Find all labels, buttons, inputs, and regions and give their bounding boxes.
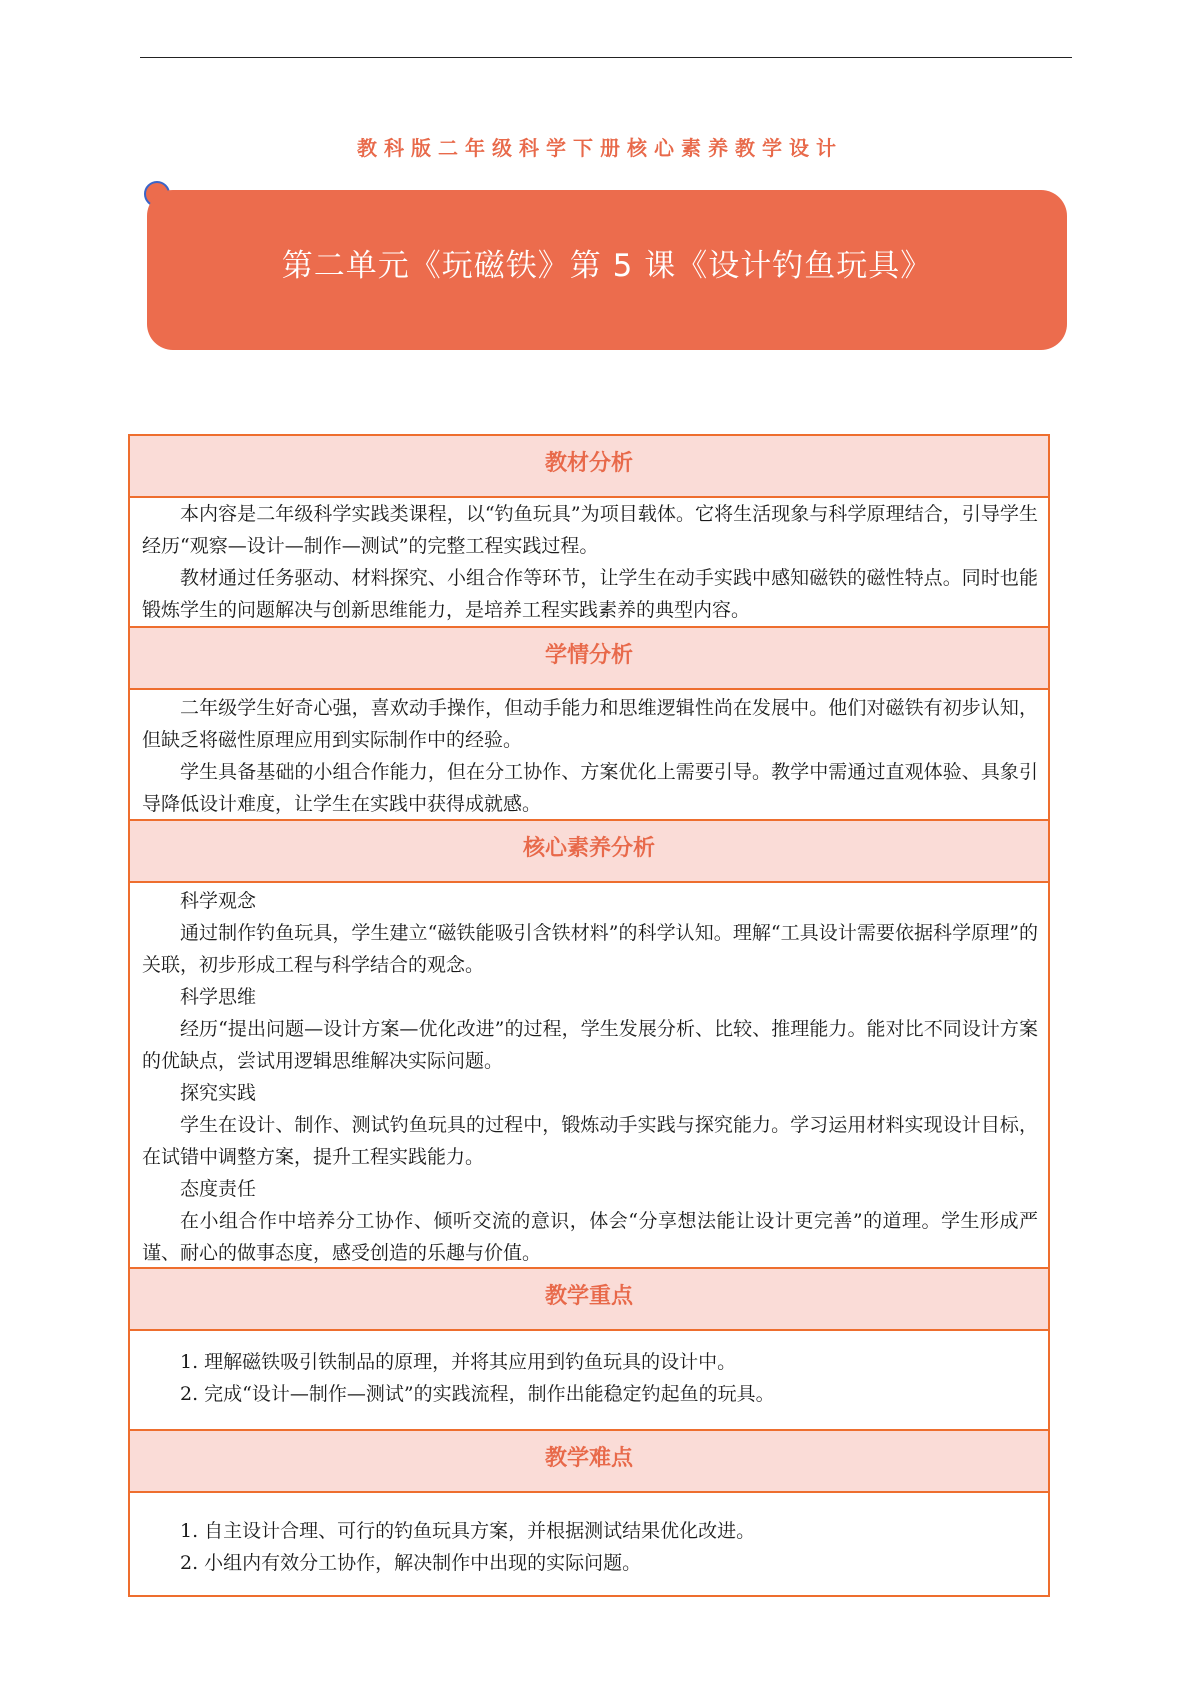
section-body-key-points xyxy=(130,1331,1048,1431)
lesson-title: 第二单元《玩磁铁》第 5 课《设计钓鱼玩具》 xyxy=(281,248,933,284)
list-item: 2. 小组内有效分工协作，解决制作中出现的实际问题。 xyxy=(180,1552,642,1574)
paragraph: 通过制作钓鱼玩具，学生建立“磁铁能吸引含铁材料”的科学认知。理解“工具设计需要依据科学原理”的关联，初步形成工程与科学结合的观念。 xyxy=(142,922,1038,976)
paragraph: 学生具备基础的小组合作能力，但在分工协作、方案优化上需要引导。教学中需通过直观体验、具象引导降低设计难度，让学生在实践中获得成就感。 xyxy=(142,761,1038,815)
list-item: 2. 完成“设计—制作—测试”的实践流程，制作出能稳定钓起鱼的玩具。 xyxy=(180,1383,775,1405)
list-item: 1. 自主设计合理、可行的钓鱼玩具方案，并根据测试结果优化改进。 xyxy=(180,1520,756,1542)
literacy-heading: 探究实践 xyxy=(180,1082,257,1104)
list-item: 1. 理解磁铁吸引铁制品的原理，并将其应用到钓鱼玩具的设计中。 xyxy=(180,1351,737,1373)
paragraph: 经历“提出问题—设计方案—优化改进”的过程，学生发展分析、比较、推理能力。能对比不同设计方案的优缺点，尝试用逻辑思维解决实际问题。 xyxy=(142,1018,1038,1072)
section-body-literacy xyxy=(130,883,1048,1269)
section-body-difficulties xyxy=(130,1493,1048,1595)
paragraph: 在小组合作中培养分工协作、倾听交流的意识，体会“分享想法能让设计更完善”的道理。学生形成严谨、耐心的做事态度，感受创造的乐趣与价值。 xyxy=(142,1210,1038,1264)
section-header-students: 学情分析 xyxy=(130,628,1048,690)
literacy-heading: 科学观念 xyxy=(180,890,257,912)
section-header-key-points: 教学重点 xyxy=(130,1269,1048,1331)
section-body-material xyxy=(130,498,1048,628)
paragraph: 教材通过任务驱动、材料探究、小组合作等环节，让学生在动手实践中感知磁铁的磁性特点。同时也能锻炼学生的问题解决与创新思维能力，是培养工程实践素养的典型内容。 xyxy=(142,567,1038,621)
title-banner xyxy=(147,190,1067,350)
paragraph: 二年级学生好奇心强，喜欢动手操作，但动手能力和思维逻辑性尚在发展中。他们对磁铁有初步认知，但缺乏将磁性原理应用到实际制作中的经验。 xyxy=(142,697,1038,751)
section-body-students xyxy=(130,690,1048,821)
literacy-heading: 态度责任 xyxy=(180,1178,257,1200)
section-header-material: 教材分析 xyxy=(130,436,1048,498)
paragraph: 学生在设计、制作、测试钓鱼玩具的过程中，锻炼动手实践与探究能力。学习运用材料实现设计目标，在试错中调整方案，提升工程实践能力。 xyxy=(142,1114,1038,1168)
document-subtitle: 教科版二年级科学下册核心素养教学设计 xyxy=(357,136,843,160)
literacy-heading: 科学思维 xyxy=(180,986,257,1008)
paragraph: 本内容是二年级科学实践类课程，以“钓鱼玩具”为项目载体。它将生活现象与科学原理结合，引导学生经历“观察—设计—制作—测试”的完整工程实践过程。 xyxy=(142,503,1038,557)
lesson-design-table xyxy=(128,434,1050,1597)
header-rule xyxy=(140,57,1072,58)
section-header-literacy: 核心素养分析 xyxy=(130,821,1048,883)
section-header-difficulties: 教学难点 xyxy=(130,1431,1048,1493)
